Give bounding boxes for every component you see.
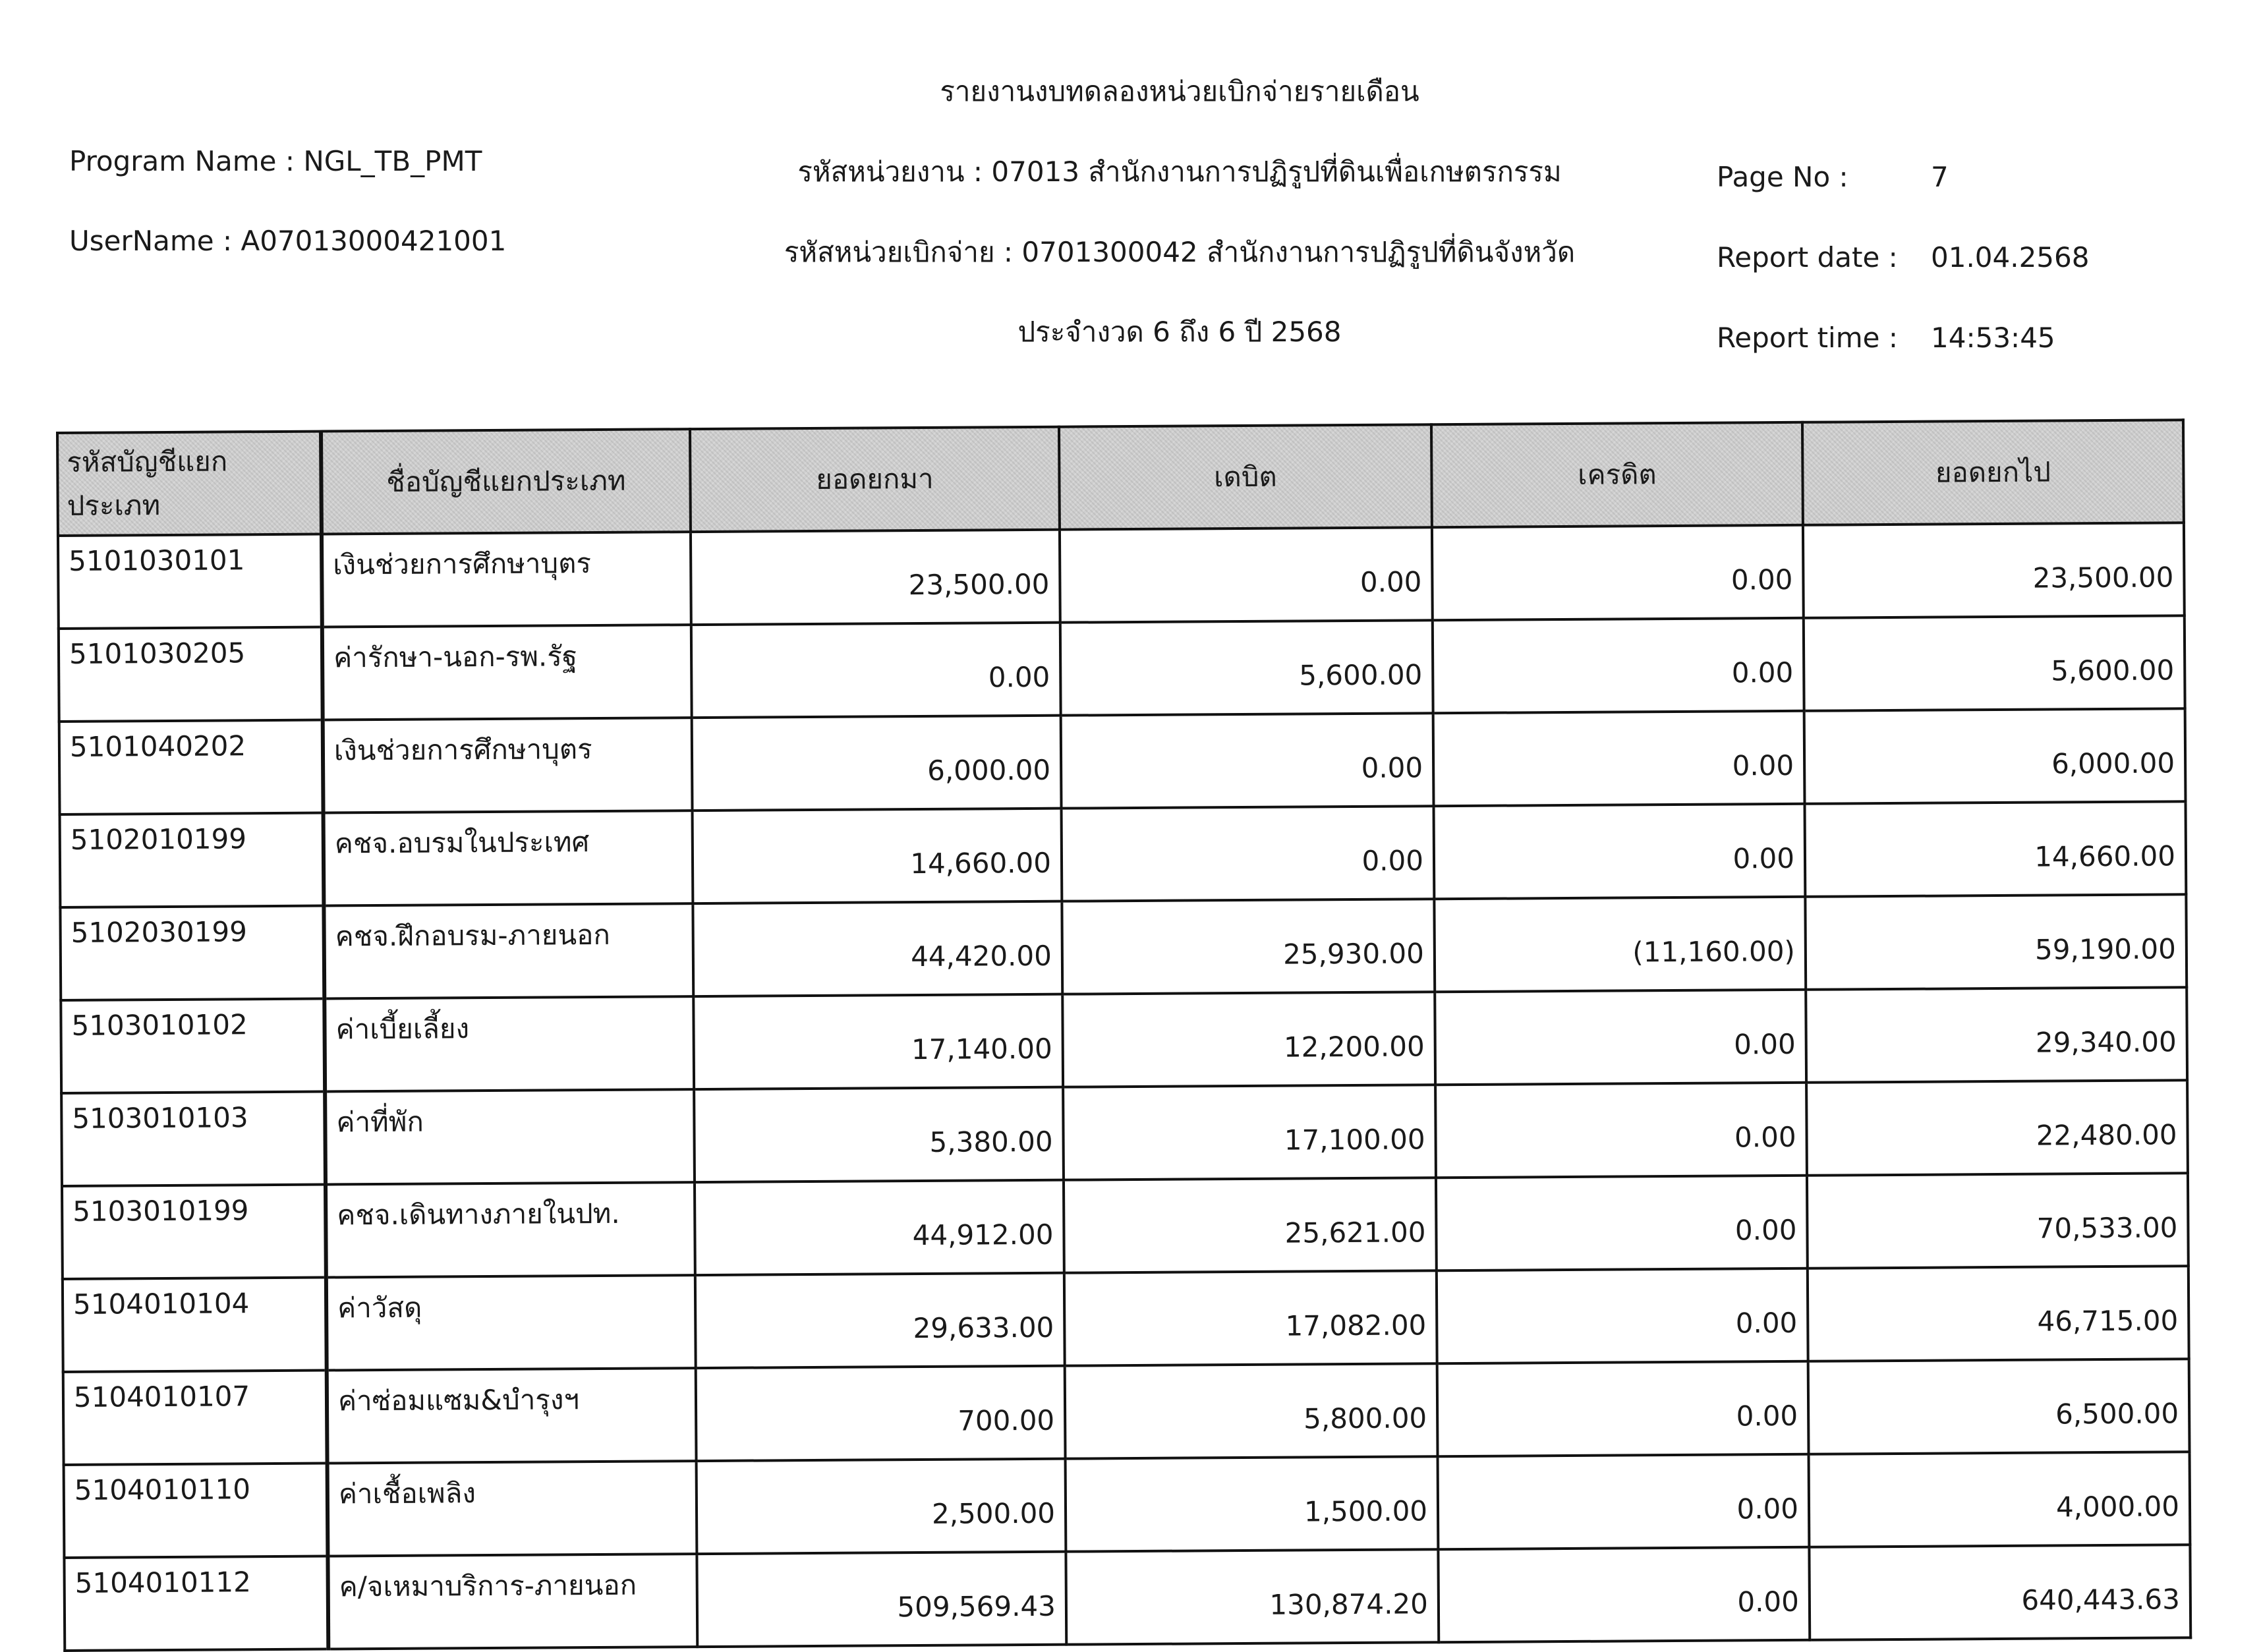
cell-debit: 5,800.00 [1065,1363,1438,1458]
cell-account-name: คชจ.เดินทางภายในปท. [326,1182,695,1277]
cell-credit: 0.00 [1433,711,1805,806]
trial-balance-table [56,418,2192,1652]
cell-account-code: 5104010110 [64,1464,328,1558]
report-date-value: 01.04.2568 [1931,241,2090,273]
cell-debit: 0.00 [1061,713,1434,808]
column-header-account-code: รหัสบัญชีแยกประเภท [57,432,322,536]
table-header-row [57,420,2184,536]
cell-account-name: ค่าเบี้ยเลี้ยง [324,996,694,1091]
cell-carried-forward: 23,500.00 [1803,523,2185,618]
table-row [63,1359,2190,1465]
table-row [62,1173,2189,1279]
table-row [58,523,2185,629]
cell-debit: 25,930.00 [1062,899,1435,994]
cell-credit: 0.00 [1437,1268,1808,1363]
disbursement-unit: รหัสหน่วยเบิกจ่าย : 0701300042 สำนักงานการปฏิรูปที่ดินจังหวัด [784,236,1576,268]
cell-credit: (11,160.00) [1434,897,1806,992]
column-header-credit: เครดิต [1431,422,1803,527]
cell-credit: 0.00 [1435,990,1806,1085]
table-row [59,615,2185,722]
program-name: Program Name : NGL_TB_PMT [69,145,482,177]
cell-account-code: 5104010107 [63,1371,328,1465]
cell-debit: 5,600.00 [1060,620,1433,715]
cell-carried-forward: 6,500.00 [1808,1359,2190,1454]
cell-brought-forward: 44,420.00 [693,901,1062,996]
cell-account-name: ค่าซ่อมแซม&บำรุงฯ [327,1368,697,1463]
cell-account-code: 5102010199 [60,813,324,907]
cell-brought-forward: 14,660.00 [693,809,1062,903]
cell-account-name: ค่าวัสดุ [326,1275,696,1370]
cell-debit: 17,082.00 [1064,1270,1437,1365]
column-header-brought-forward: ยอดยกมา [690,427,1060,532]
cell-account-name: เงินช่วยการศึกษาบุตร [322,532,691,627]
cell-carried-forward: 4,000.00 [1809,1452,2190,1547]
cell-brought-forward: 509,569.43 [697,1552,1066,1647]
cell-account-name: คชจ.ฝึกอบรม-ภายนอก [324,903,693,998]
cell-credit: 0.00 [1434,804,1806,899]
cell-carried-forward: 59,190.00 [1805,894,2187,990]
page-no-label: Page No : [1717,161,1848,193]
cell-credit: 0.00 [1437,1361,1809,1456]
table-row [64,1545,2190,1651]
cell-debit: 12,200.00 [1062,992,1435,1087]
cell-debit: 25,621.00 [1064,1178,1437,1272]
cell-carried-forward: 46,715.00 [1808,1266,2189,1361]
cell-credit: 0.00 [1432,525,1804,620]
cell-brought-forward: 17,140.00 [693,994,1063,1089]
table-row [61,987,2187,1093]
report-time-label: Report time : [1717,322,1898,354]
report-date-label: Report date : [1717,241,1898,273]
cell-account-code: 5104010112 [64,1556,328,1651]
cell-brought-forward: 44,912.00 [695,1180,1064,1275]
report-title: รายงานงบทดลองหน่วยเบิกจ่ายรายเดือน [940,75,1419,107]
cell-debit: 17,100.00 [1063,1085,1436,1180]
cell-account-code: 5101030101 [58,534,322,629]
cell-account-name: ค่ารักษา-นอก-รพ.รัฐ [322,625,692,720]
table-row [61,1080,2188,1186]
cell-carried-forward: 22,480.00 [1806,1080,2188,1176]
table-row [60,894,2187,1000]
column-header-account-name: ชื่อบัญชีแยกประเภท [321,429,691,534]
cell-account-name: คชจ.อบรมในประเทศ [324,811,693,905]
cell-brought-forward: 5,380.00 [694,1087,1064,1182]
cell-account-code: 5104010104 [63,1278,327,1372]
cell-brought-forward: 0.00 [691,623,1061,718]
cell-account-code: 5103010199 [62,1185,326,1279]
cell-account-name: ค่าที่พัก [325,1089,695,1184]
cell-carried-forward: 70,533.00 [1807,1173,2189,1268]
report-time-value: 14:53:45 [1931,322,2055,354]
user-name: UserName : A07013000421001 [69,225,507,257]
cell-brought-forward: 6,000.00 [692,716,1062,811]
cell-account-code: 5102030199 [60,906,324,1000]
cell-credit: 0.00 [1435,1083,1807,1178]
cell-account-code: 5101030205 [59,627,323,722]
cell-account-name: ค่าเชื้อเพลิง [328,1461,697,1556]
cell-credit: 0.00 [1436,1176,1808,1270]
column-header-carried-forward: ยอดยกไป [1802,420,2184,525]
cell-carried-forward: 640,443.63 [1809,1545,2190,1640]
cell-carried-forward: 5,600.00 [1804,615,2185,711]
cell-carried-forward: 6,000.00 [1804,708,2186,804]
cell-credit: 0.00 [1433,618,1804,713]
cell-brought-forward: 700.00 [696,1366,1066,1461]
table-row [60,801,2187,907]
cell-brought-forward: 23,500.00 [691,530,1060,625]
cell-carried-forward: 29,340.00 [1806,987,2187,1083]
cell-debit: 1,500.00 [1066,1456,1439,1551]
cell-credit: 0.00 [1438,1547,1810,1642]
table-row [59,708,2186,814]
cell-brought-forward: 29,633.00 [695,1273,1065,1368]
cell-debit: 0.00 [1062,806,1435,901]
agency-code: รหัสหน่วยงาน : 07013 สำนักงานการปฏิรูปที่ดินเพื่อเกษตรกรรม [797,156,1562,188]
cell-account-name: เงินช่วยการศึกษาบุตร [323,718,693,812]
cell-credit: 0.00 [1438,1454,1810,1549]
page-no-value: 7 [1931,161,1949,193]
cell-carried-forward: 14,660.00 [1804,801,2186,897]
cell-account-code: 5103010103 [61,1092,326,1186]
table-row [64,1452,2190,1558]
cell-account-code: 5101040202 [59,720,324,814]
table-row [63,1266,2189,1372]
cell-debit: 130,874.20 [1066,1549,1439,1644]
column-header-debit: เดบิต [1059,424,1432,529]
cell-account-name: ค/จเหมาบริการ-ภายนอก [328,1554,697,1649]
cell-account-code: 5103010102 [61,999,325,1093]
cell-brought-forward: 2,500.00 [697,1459,1066,1554]
report-period: ประจำงวด 6 ถึง 6 ปี 2568 [1017,316,1342,348]
cell-debit: 0.00 [1060,527,1433,622]
